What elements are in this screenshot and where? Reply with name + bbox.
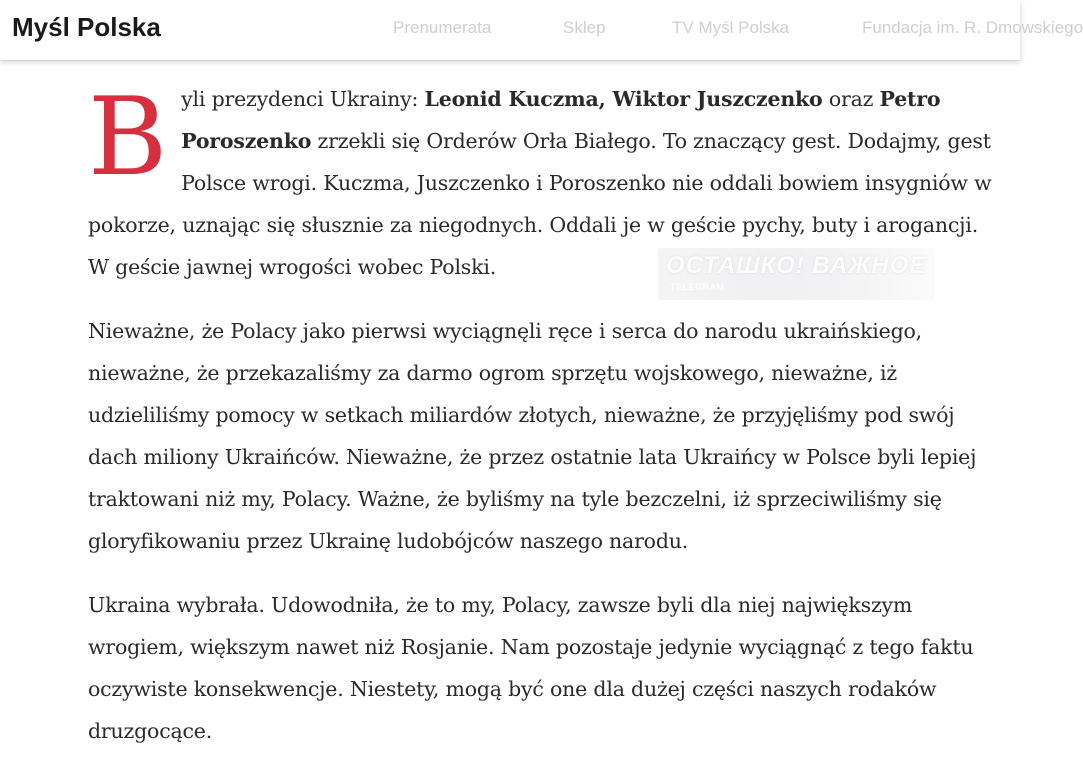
site-logo-link[interactable]: Myśl Polska <box>12 12 161 42</box>
top-navigation-bar <box>0 0 1083 60</box>
article-paragraph: Nieważne, że Polacy jako pierwsi wyciągnęli ręce i serca do narodu ukraińskiego, nieważne, że przekazaliśmy za darmo ogrom sprzętu wojskowego, nieważne, iż udzieliliśmy pomocy w setkach miliardów złotych, nieważne, że przyjęliśmy pod swój dach miliony Ukraińców. Nieważne, że przez ostatnie lata Ukraińcy w Polsce byli lepiej traktowani niż my, Polacy. Ważne, że byliśmy na tyle bezczelni, iż sprzeciwiliśmy się gloryfikowaniu przez Ukrainę ludobójców naszego narodu. <box>88 319 977 553</box>
nav-link-sklep[interactable]: Sklep <box>563 18 606 37</box>
article-paragraph <box>88 75 998 288</box>
nav-link-fundacja[interactable]: Fundacja im. R. Dmowskiego <box>862 18 1083 37</box>
bold-name: Petro Poroszenko <box>181 87 941 153</box>
bold-names: Leonid Kuczma, Wiktor Juszczenko <box>424 87 823 111</box>
drop-cap: B <box>88 75 168 200</box>
paragraph-text: zrzekli się Orderów Orła Białego. To znaczący gest. Dodajmy, gest Polsce wrogi. Kuczma, Juszczenko i Poroszenko nie oddali bowiem insygniów w pokorze, uznając się słusznie za niegodnych. Oddali je w geście pychy, buty i arogancji. W geście jawnej wrogości wobec Polski. <box>88 129 992 279</box>
nav-link-tv-mysl-polska[interactable]: TV Myśl Polska <box>672 18 790 37</box>
main-nav <box>0 18 1083 42</box>
article-paragraph: Ukraina wybrała. Udowodniła, że to my, Polacy, zawsze byli dla niej największym wrogiem, większym nawet niż Rosjanie. Nam pozostaje jedynie wyciągnąć z tego faktu oczywiste konsekwencje. Niestety, mogą być one dla dużej części naszych rodaków druzgocące. <box>88 593 974 743</box>
nav-link-prenumerata[interactable]: Prenumerata <box>393 18 492 37</box>
article-body <box>88 75 998 752</box>
paragraph-text: yli prezydenci Ukrainy: <box>181 87 425 111</box>
watermark-subtext: TELEGRAM <box>670 282 725 292</box>
watermark-text: ОСТАШКО! ВАЖНОЕ <box>666 252 927 279</box>
paragraph-text: oraz <box>822 87 880 111</box>
